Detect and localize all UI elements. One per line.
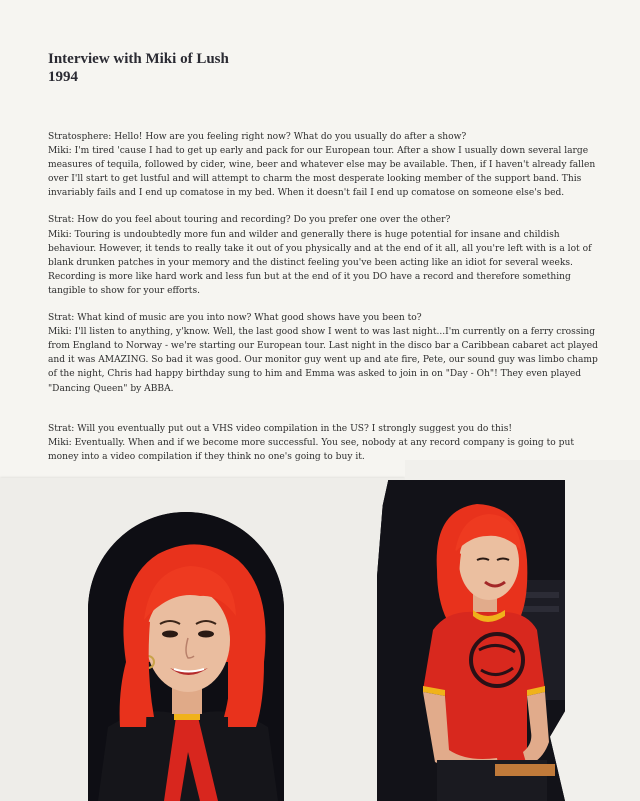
qa-block-4 xyxy=(48,422,600,464)
tshirt-illustration xyxy=(377,480,565,801)
question: Strat: How do you feel about touring and recording? Do you prefer one over the other? xyxy=(48,215,451,226)
qa-block-2 xyxy=(48,213,600,298)
answer: Miki: I'll listen to anything, y'know. Well, the last good show I went to was last night...I'm currently on a ferry crossing from England to Norway - we're starting our European tour. Last night in the disco bar a Caribbean cabaret act played and it was AMAZING. So bad it was good. Our monitor guy went up and ate fire, Pete, our sound guy was limbo champ of the night, Chris had happy birthday sung to him and Emma was asked to join in on "Day - Oh"! They even played "Dancing Queen" by ABBA. xyxy=(48,327,598,394)
qa-block-1 xyxy=(48,130,600,200)
photo-red-tshirt xyxy=(377,480,565,801)
answer: Miki: Eventually. When and if we become more successful. You see, nobody at any record company is going to put money into a video compilation if they think no one's going to buy it. xyxy=(48,437,574,462)
portrait-illustration xyxy=(88,512,284,801)
title-year: 1994 xyxy=(48,69,78,85)
answer: Miki: I'm tired 'cause I had to get up early and pack for our European tour. After a show I usually down several large measures of tequila, followed by cider, wine, beer and whatever else may be available. Then, if I haven't already fallen over I'll start to get lustful and will attempt to charm the most desperate looking member of the support band. This invariably fails and I end up comatose in my bed. When it doesn't fail I end up comatose on someone else's bed. xyxy=(48,146,596,199)
answer: Miki: Touring is undoubtedly more fun and wilder and generally there is huge potential for insane and childish behaviour. However, it tends to really take it out of you physically and at the end of it all, all you're left with is a lot of blank drunken patches in your memory and the distinct feeling you've been acting like an idiot for several weeks. Recording is more like hard work and less fun but at the end of it you DO have a record and therefore something tangible to show for your efforts. xyxy=(48,229,592,296)
article-title xyxy=(48,50,229,86)
question: Strat: What kind of music are you into now? What good shows have you been to? xyxy=(48,313,422,324)
photo-portrait-smiling xyxy=(88,512,284,801)
question: Stratosphere: Hello! How are you feeling right now? What do you usually do after a show? xyxy=(48,132,467,142)
question: Strat: Will you eventually put out a VHS video compilation in the US? I strongly suggest you do this! xyxy=(48,423,513,434)
title-heading: Interview with Miki of Lush xyxy=(48,51,229,67)
qa-block-3 xyxy=(48,311,600,396)
interview-body xyxy=(48,130,600,477)
